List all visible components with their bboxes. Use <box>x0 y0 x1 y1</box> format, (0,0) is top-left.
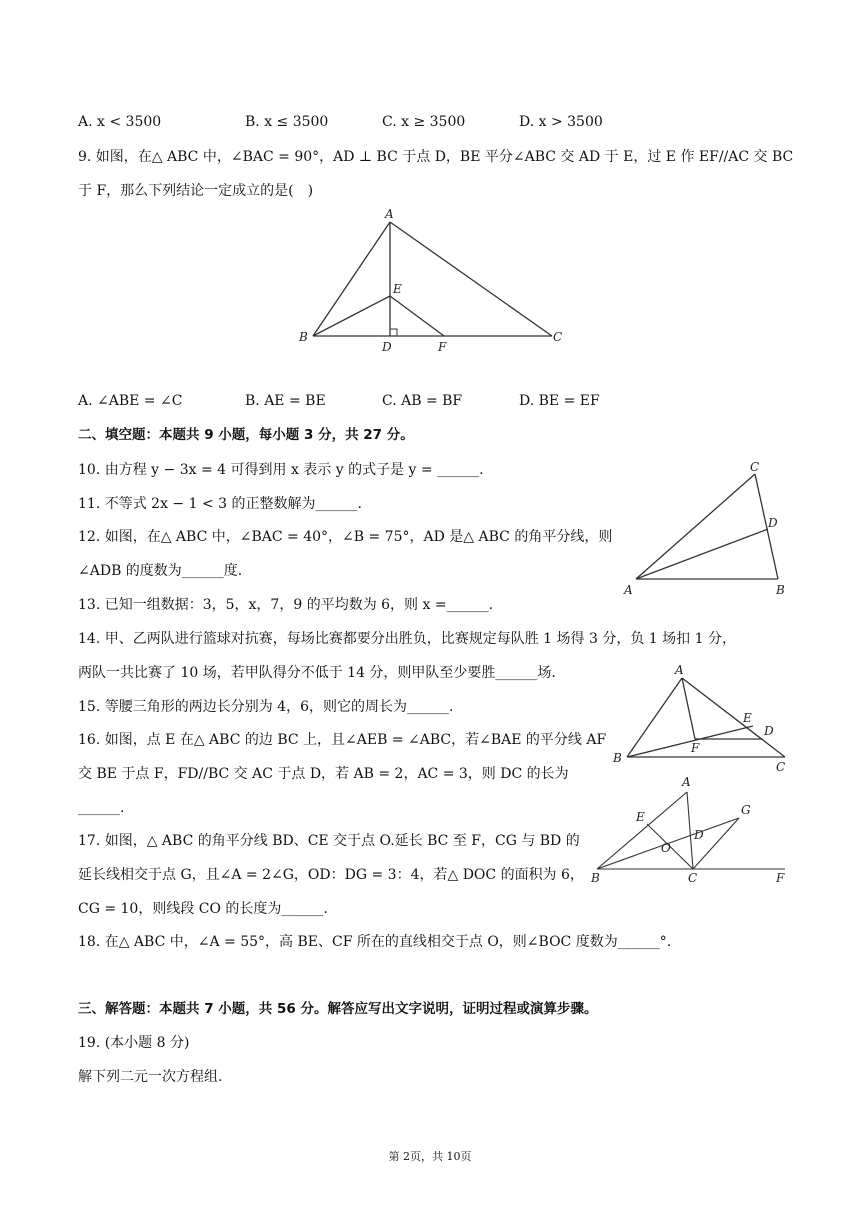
q17-edge-cg <box>693 818 739 869</box>
q9-line-1: 9. 如图，在△ ABC 中，∠BAC = 90°，AD ⊥ BC 于点 D，BE 平分∠ABC 交 AD 于 E，过 E 作 EF//AC 交 BC <box>78 149 794 165</box>
q9-option-d: D. BE = EF <box>519 393 600 409</box>
q17-label-c: C <box>688 871 698 885</box>
q17-edge-ab <box>597 792 687 869</box>
q17-line-3: CG = 10，则线段 CO 的长度为______. <box>78 901 328 917</box>
section-3-heading: 三、解答题：本题共 7 小题，共 56 分。解答应写出文字说明，证明过程或演算步骤。 <box>78 1001 598 1017</box>
q9-edge-ab <box>313 222 390 336</box>
q16-line-3: ______. <box>78 800 125 816</box>
q11-text: 11. 不等式 2x − 1 < 3 的正整数解为______. <box>78 496 362 512</box>
q12-label-d: D <box>768 516 778 530</box>
q19-line-2: 解下列二元一次方程组. <box>78 1069 223 1085</box>
q17-label-f: F <box>776 871 785 885</box>
q9-option-a: A. ∠ABE = ∠C <box>78 393 183 409</box>
q9-label-f: F <box>438 340 447 354</box>
q16-label-f: F <box>691 741 700 755</box>
q8-option-d: D. x > 3500 <box>519 114 603 130</box>
q17-label-g: G <box>741 803 751 817</box>
q9-figure <box>290 205 580 355</box>
q16-label-b: B <box>613 751 622 765</box>
section-2-heading: 二、填空题：本题共 9 小题，每小题 3 分，共 27 分。 <box>78 427 414 443</box>
q17-label-b: B <box>591 871 600 885</box>
q9-right-angle-mark <box>390 329 397 336</box>
q14-line-1: 14. 甲、乙两队进行篮球对抗赛，每场比赛都要分出胜负，比赛规定每队胜 1 场得 3 分，负 1 场扣 1 分， <box>78 631 736 647</box>
q16-label-e: E <box>743 711 752 725</box>
q17-label-a: A <box>682 775 691 789</box>
q9-line-2: 于 F，那么下列结论一定成立的是( ) <box>78 183 314 199</box>
q17-label-e: E <box>636 810 645 824</box>
q16-figure <box>605 660 800 775</box>
q16-label-a: A <box>675 663 684 677</box>
q13-text: 13. 已知一组数据：3，5，x，7，9 的平均数为 6，则 x =______. <box>78 597 494 613</box>
q8-option-a: A. x < 3500 <box>78 114 162 130</box>
q15-text: 15. 等腰三角形的两边长分别为 4，6，则它的周长为______. <box>78 699 454 715</box>
q16-label-c: C <box>776 760 786 774</box>
q10-text: 10. 由方程 y − 3x = 4 可得到用 x 表示 y 的式子是 y = ______. <box>78 462 484 478</box>
page-footer: 第 2页，共 10页 <box>388 1150 472 1163</box>
q8-option-b: B. x ≤ 3500 <box>245 114 329 130</box>
q18-text: 18. 在△ ABC 中，∠A = 55°，高 BE、CF 所在的直线相交于点 O，则∠BOC 度数为______°. <box>78 934 672 950</box>
q12-line-2: ∠ADB 的度数为______度. <box>78 563 243 579</box>
q8-option-c: C. x ≥ 3500 <box>382 114 466 130</box>
q12-line-1: 12. 如图，在△ ABC 中，∠BAC = 40°，∠B = 75°，AD 是△ ABC 的角平分线，则 <box>78 529 613 545</box>
q12-edge-ad <box>636 529 768 579</box>
q17-edge-ac <box>687 792 693 869</box>
q17-label-o: O <box>661 841 671 855</box>
q12-edge-ca <box>636 474 755 579</box>
q9-label-a: A <box>385 207 394 221</box>
q9-edge-ac <box>390 222 552 336</box>
q9-label-b: B <box>299 330 308 344</box>
q17-line-2: 延长线相交于点 G，且∠A = 2∠G，OD：DG = 3：4，若△ DOC 的面积为 6， <box>78 867 584 883</box>
q17-line-1: 17. 如图，△ ABC 的角平分线 BD、CE 交于点 O.延长 BC 至 F，CG 与 BD 的 <box>78 833 580 849</box>
q16-line-1: 16. 如图，点 E 在△ ABC 的边 BC 上，且∠AEB = ∠ABC，若∠BAE 的平分线 AF <box>78 732 607 748</box>
q9-edge-ef <box>390 296 444 336</box>
q14-line-2: 两队一共比赛了 10 场，若甲队得分不低于 14 分，则甲队至少要胜______场. <box>78 665 556 681</box>
q9-label-d: D <box>382 340 392 354</box>
q9-option-b: B. AE = BE <box>245 393 326 409</box>
q9-option-c: C. AB = BF <box>382 393 463 409</box>
q12-label-a: A <box>624 583 633 597</box>
q17-label-d: D <box>694 828 704 842</box>
q12-label-c: C <box>750 460 760 474</box>
q9-label-e: E <box>393 282 402 296</box>
q9-label-c: C <box>553 330 563 344</box>
q9-edge-be <box>313 296 390 336</box>
q16-label-d: D <box>764 724 774 738</box>
q19-line-1: 19. (本小题 8 分) <box>78 1035 190 1051</box>
q17-figure <box>585 770 795 885</box>
q12-label-b: B <box>776 583 785 597</box>
q12-figure <box>620 455 800 600</box>
q16-line-2: 交 BE 于点 F，FD//BC 交 AC 于点 D，若 AB = 2，AC = 3，则 DC 的长为 <box>78 766 569 782</box>
